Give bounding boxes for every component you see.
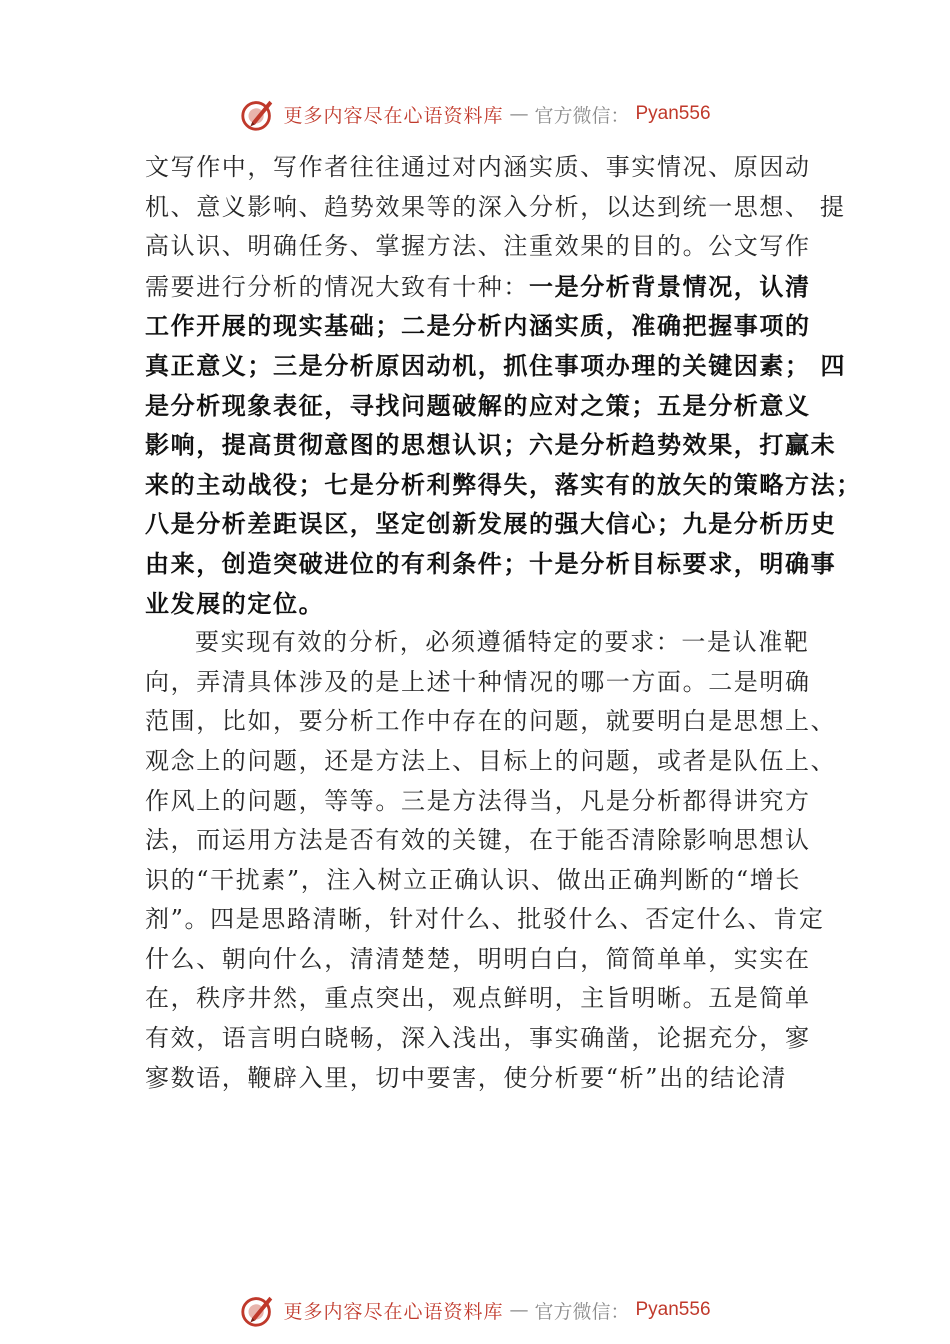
bold-text-span: 影响，提高贯彻意图的思想认识；六是分析趋势效果，打赢未 — [145, 430, 837, 460]
text-line: 向，弄清具体涉及的是上述十种情况的哪一方面。二是明确 — [145, 667, 811, 696]
text-line: 剂”。四是思路清晰，针对什么、批驳什么、否定什么、肯定 — [145, 905, 825, 934]
bold-text-span: 真正意义；三是分析原因动机，抓住事项办理的关键因素； 四 — [145, 350, 847, 380]
pen-logo-icon — [239, 95, 277, 133]
header-title: 更多内容尽在心语资料库 — [283, 104, 504, 127]
pen-logo-icon — [239, 1291, 277, 1329]
text-line — [145, 623, 825, 663]
text-line: 文写作中，写作者往往通过对内涵实质、事实情况、原因动 — [145, 153, 811, 181]
header-separator: — — [509, 103, 529, 125]
text-line: 在，秩序井然，重点突出，观点鲜明，主旨明晰。五是简单 — [145, 984, 811, 1013]
footer-contact-id: Pyan556 — [635, 1299, 711, 1320]
bold-text-span: 八是分析差距误区，坚定创新发展的强大信心；九是分析历史 — [145, 509, 837, 539]
bold-text-span: 来的主动战役；七是分析利弊得失，落实有的放矢的策略方法； — [145, 469, 862, 499]
text-line: 有效，语言明白晓畅，深入浅出，事实确凿，论据充分，寥 — [145, 1024, 811, 1053]
footer-separator: — — [509, 1299, 529, 1321]
bold-text-span: 一是分析背景情况，认清 — [529, 271, 811, 301]
text-line — [145, 267, 825, 307]
footer-banner — [0, 1288, 950, 1332]
footer-contact-label: 官方微信： — [534, 1300, 630, 1323]
text-line — [145, 504, 837, 544]
text-line — [145, 584, 825, 624]
bold-text-span: 工作开展的现实基础；二是分析内涵实质，准确把握事项的 — [145, 311, 811, 341]
text-line — [145, 465, 862, 505]
text-line — [145, 306, 825, 346]
text-line: 范围，比如，要分析工作中存在的问题，就要明白是思想上、 — [145, 707, 837, 736]
text-line — [145, 386, 825, 426]
text-line: 法，而运用方法是否有效的关键，在于能否清除影响思想认 — [145, 826, 811, 855]
footer-title: 更多内容尽在心语资料库 — [283, 1300, 504, 1323]
header-contact-label: 官方微信： — [534, 104, 630, 127]
bold-text-span: 是分析现象表征，寻找问题破解的应对之策；五是分析意义 — [145, 390, 811, 420]
text-line — [145, 346, 847, 386]
header-contact-id: Pyan556 — [635, 103, 711, 124]
text-line — [145, 425, 837, 465]
text-span: 需要进行分析的情况大致有十种： — [145, 272, 529, 301]
document-body — [145, 148, 862, 1098]
text-span: 要实现有效的分析，必须遵循特定的要求：一是认准靶 — [195, 628, 810, 657]
text-line: 寥数语，鞭辟入里，切中要害，使分析要“析”出的结论清 — [145, 1063, 788, 1092]
text-line — [145, 544, 837, 584]
text-line: 作风上的问题，等等。三是方法得当，凡是分析都得讲究方 — [145, 786, 811, 815]
text-line: 观念上的问题，还是方法上、目标上的问题，或者是队伍上、 — [145, 746, 837, 775]
bold-text-span: 由来，创造突破进位的有利条件；十是分析目标要求，明确事 — [145, 548, 837, 578]
bold-text-span: 业发展的定位。 — [145, 588, 325, 618]
header-banner — [0, 92, 950, 136]
text-line: 机、意义影响、趋势效果等的深入分析，以达到统一思想、 提 — [145, 192, 846, 221]
text-line: 什么、朝向什么，清清楚楚，明明白白，简简单单，实实在 — [145, 944, 811, 973]
text-line: 识的“干扰素”，注入树立正确认识、做出正确判断的“增长 — [145, 865, 802, 894]
text-line: 高认识、明确任务、掌握方法、注重效果的目的。公文写作 — [145, 232, 811, 261]
